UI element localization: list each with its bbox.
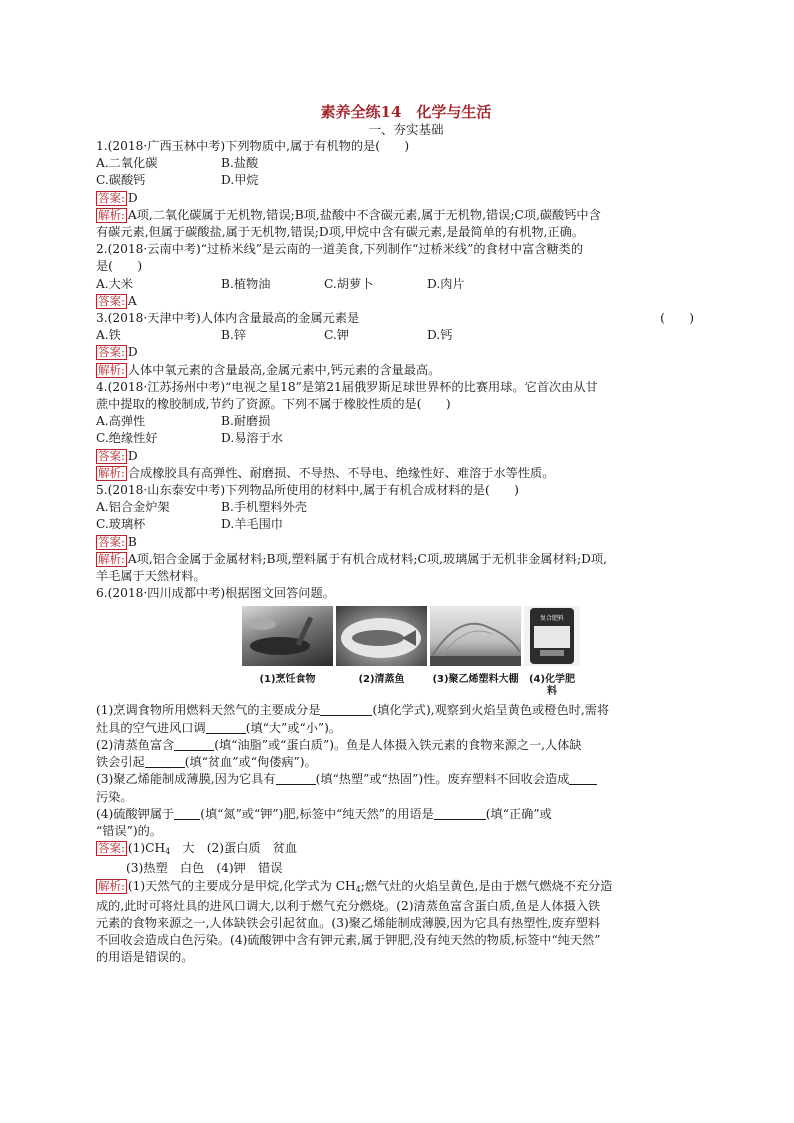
caption-fish: (2)清蒸鱼	[358, 674, 405, 686]
q3-options	[96, 327, 702, 344]
q3-option-b: B.锌	[221, 328, 247, 343]
q6-part1-line1	[96, 702, 702, 719]
q6-part4-c: (填“正确”或	[485, 806, 552, 821]
q5-analysis-line2: 羊毛属于天然材料。	[96, 569, 206, 584]
q2-stem-line2: 是( )	[96, 259, 143, 274]
q2-answer	[96, 293, 702, 310]
q6-figure-row	[242, 606, 702, 698]
answer-tag: 答案:	[98, 534, 125, 549]
q4-options-row2	[96, 430, 702, 447]
q4-stem-line1: 4.(2018·江苏扬州中考)“电视之星18”是第21届俄罗斯足球世界杯的比赛用球。它首次由从甘	[96, 379, 598, 394]
blank-air-inlet[interactable]	[206, 721, 246, 734]
analysis-tag: 解析:	[98, 465, 125, 480]
q6-analysis-1a: (1)天然气的主要成分是甲烷,化学式为 CH	[127, 878, 356, 893]
figure-fertilizer	[524, 606, 580, 698]
q3-option-d: D.钙	[427, 328, 453, 343]
q5-stem: 5.(2018·山东泰安中考)下列物品所使用的材料中,属于有机合成材料的是( )	[96, 483, 519, 498]
blank-plastic-type[interactable]	[276, 772, 316, 785]
q4-option-a: A.高弹性	[96, 414, 146, 429]
q6-part1-d: (填“大”或“小”)。	[245, 720, 342, 735]
q1-answer-value: D	[127, 190, 138, 205]
blank-fertilizer-type[interactable]	[174, 807, 200, 820]
q1-analysis	[96, 207, 702, 224]
q3-analysis	[96, 362, 702, 379]
q6-part2-c: 铁会引起	[96, 755, 145, 770]
q2-options	[96, 276, 702, 293]
blank-formula[interactable]	[320, 703, 372, 716]
q1-analysis-line2: 有碳元素,但属于碳酸盐,属于无机物,错误;D项,甲烷中含有碳元素,是最简单的有机物,正确。	[96, 225, 585, 240]
q6-part1-a: (1)烹调食物所用燃料天然气的主要成分是	[96, 703, 321, 718]
q4-option-c: C.绝缘性好	[96, 431, 158, 446]
q2-answer-value: A	[127, 293, 137, 308]
figure-greenhouse	[430, 606, 521, 698]
q5-analysis-line1: A项,铝合金属于金属材料;B项,塑料属于有机合成材料;C项,玻璃属于无机非金属材料;D项,	[127, 551, 607, 566]
q6-part3-line1	[96, 771, 702, 788]
cooking-photo	[242, 606, 333, 666]
q3-option-c: C.钾	[324, 328, 349, 343]
q3-option-a: A.铁	[96, 328, 121, 343]
q1-option-a: A.二氧化碳	[96, 156, 158, 171]
q6-analysis-line5: 的用语是错误的。	[96, 950, 194, 965]
blank-pollution[interactable]	[569, 772, 597, 785]
q1-options	[96, 155, 702, 172]
q2-option-b: B.植物油	[221, 276, 271, 291]
q5-analysis	[96, 551, 702, 568]
q6-part3-b: (填“热塑”或“热固”)性。废弃塑料不回收会造成	[315, 772, 570, 787]
q4-answer	[96, 448, 702, 465]
worksheet-page	[96, 102, 702, 967]
q6-analysis-line4: 不回收会造成白色污染。(4)硫酸钾中含有钾元素,属于钾肥,没有纯天然的物质,标签中“纯天然”	[96, 933, 601, 948]
q6-analysis-sub: 4	[355, 884, 361, 894]
q1-answer	[96, 190, 702, 207]
q6-part3-a: (3)聚乙烯能制成薄膜,因为它具有	[96, 772, 276, 787]
q2-option-c: C.胡萝卜	[324, 276, 374, 291]
q5-option-b: B.手机塑料外壳	[221, 500, 307, 515]
caption-greenhouse: (3)聚乙烯塑料大棚	[432, 674, 519, 686]
q1-option-b: B.盐酸	[221, 156, 259, 171]
q5-options-row2	[96, 516, 702, 533]
q6-part1-c: 灶具的空气进风口调	[96, 720, 206, 735]
q3-answer	[96, 344, 702, 361]
q6-answer	[96, 840, 702, 860]
q6-part2-d: (填“贫血”或“佝偻病”)。	[184, 755, 317, 770]
analysis-tag: 解析:	[98, 551, 125, 566]
q4-options	[96, 413, 702, 430]
q6-answer-1a: (1)CH	[127, 841, 166, 856]
q6-answer-line2: (3)热塑 白色 (4)钾 错误	[126, 861, 283, 876]
answer-tag: 答案:	[98, 345, 125, 360]
analysis-tag: 解析:	[98, 362, 125, 377]
q5-option-c: C.玻璃杯	[96, 517, 146, 532]
q1-stem: 1.(2018·广西玉林中考)下列物质中,属于有机物的是( )	[96, 139, 410, 153]
blank-label-correct[interactable]	[434, 807, 486, 820]
figure-cooking	[242, 606, 333, 698]
q6-analysis-line2: 成的,此时可将灶具的进风口调大,以利于燃气充分燃烧。(2)清蒸鱼富含蛋白质,鱼是人体摄入铁	[96, 898, 601, 913]
q6-part4-line1	[96, 806, 702, 823]
q4-option-d: D.易溶于水	[221, 431, 283, 446]
q4-stem-line2: 蔗中提取的橡胶制成,节约了资源。下列不属于橡胶性质的是( )	[96, 397, 451, 412]
fish-icon	[336, 606, 427, 666]
section-heading: 一、夯实基础	[368, 122, 444, 137]
figure-fish	[336, 606, 427, 698]
analysis-tag: 解析:	[98, 878, 125, 893]
q4-option-b: B.耐磨损	[221, 414, 271, 429]
q6-answer-1b: 大 (2)蛋白质 贫血	[170, 841, 298, 856]
q4-answer-value: D	[127, 448, 138, 463]
q6-part4-a: (4)硫酸钾属于	[96, 806, 175, 821]
q3-stem	[96, 310, 702, 327]
q6-analysis-line3: 元素的食物来源之一,人体缺铁会引起贫血。(3)聚乙烯能制成薄膜,因为它具有热塑性,废弃塑料	[96, 915, 601, 930]
q5-option-a: A.铝合金炉架	[96, 500, 170, 515]
q6-part1-line2	[96, 720, 702, 737]
page-title: 素养全练14 化学与生活	[320, 103, 492, 121]
q6-part4-line2: “错误”)的。	[96, 823, 162, 838]
q6-analysis	[96, 878, 702, 898]
q3-bracket: ( )	[660, 311, 694, 326]
q6-part3-line2: 污染。	[96, 789, 133, 804]
caption-cooking: (1)烹饪食物	[259, 674, 316, 686]
blank-disease[interactable]	[145, 755, 185, 768]
q6-part2-b: (填“油脂”或“蛋白质”)。鱼是人体摄入铁元素的食物来源之一,人体缺	[214, 737, 582, 752]
fertilizer-photo	[524, 606, 580, 666]
q6-part2-line1	[96, 737, 702, 754]
q6-part2-line2	[96, 754, 702, 771]
caption-fertilizer: (4)化学肥料	[528, 674, 576, 698]
q6-part2-a: (2)清蒸鱼富含	[96, 737, 175, 752]
q5-answer	[96, 534, 702, 551]
q1-analysis-line1: A项,二氧化碳属于无机物,错误;B项,盐酸中不含碳元素,属于无机物,错误;C项,碳酸钙中含	[127, 207, 601, 222]
q2-option-d: D.肉片	[427, 276, 465, 291]
analysis-tag: 解析:	[98, 207, 125, 222]
answer-tag: 答案:	[98, 841, 125, 856]
q6-part4-b: (填“氮”或“钾”)肥,标签中“纯天然”的用语是	[200, 806, 434, 821]
q6-answer-sub: 4	[165, 847, 171, 857]
pan-icon	[242, 606, 333, 666]
fish-photo	[336, 606, 427, 666]
q1-options-row2	[96, 172, 702, 189]
q1-option-d: D.甲烷	[221, 173, 259, 188]
q2-stem-line1: 2.(2018·云南中考)“过桥米线”是云南的一道美食,下列制作“过桥米线”的食材中富含糖类的	[96, 242, 584, 257]
q6-analysis-1b: ;燃气灶的火焰呈黄色,是由于燃气燃烧不充分造	[360, 878, 613, 893]
q6-stem: 6.(2018·四川成都中考)根据图文回答问题。	[96, 586, 335, 601]
q3-answer-value: D	[127, 345, 138, 360]
q1-option-c: C.碳酸钙	[96, 173, 146, 188]
q5-answer-value: B	[127, 534, 137, 549]
answer-tag: 答案:	[98, 190, 125, 205]
answer-tag: 答案:	[98, 293, 125, 308]
q3-stem-text: 3.(2018·天津中考)人体内含量最高的金属元素是	[96, 311, 360, 326]
bag-label: 复合肥料	[539, 615, 564, 623]
q4-analysis	[96, 465, 702, 482]
q4-analysis-text: 合成橡胶具有高弹性、耐磨损、不导热、不导电、绝缘性好、难溶于水等性质。	[127, 465, 555, 480]
q2-option-a: A.大米	[96, 276, 134, 291]
q6-part1-b: (填化学式),观察到火焰呈黄色或橙色时,需将	[372, 703, 610, 718]
greenhouse-photo	[430, 606, 521, 666]
greenhouse-icon	[430, 606, 521, 666]
q5-options	[96, 499, 702, 516]
q5-option-d: D.羊毛围巾	[221, 517, 283, 532]
q3-analysis-text: 人体中氧元素的含量最高,金属元素中,钙元素的含量最高。	[127, 362, 441, 377]
answer-tag: 答案:	[98, 448, 125, 463]
blank-nutrient[interactable]	[174, 738, 214, 751]
